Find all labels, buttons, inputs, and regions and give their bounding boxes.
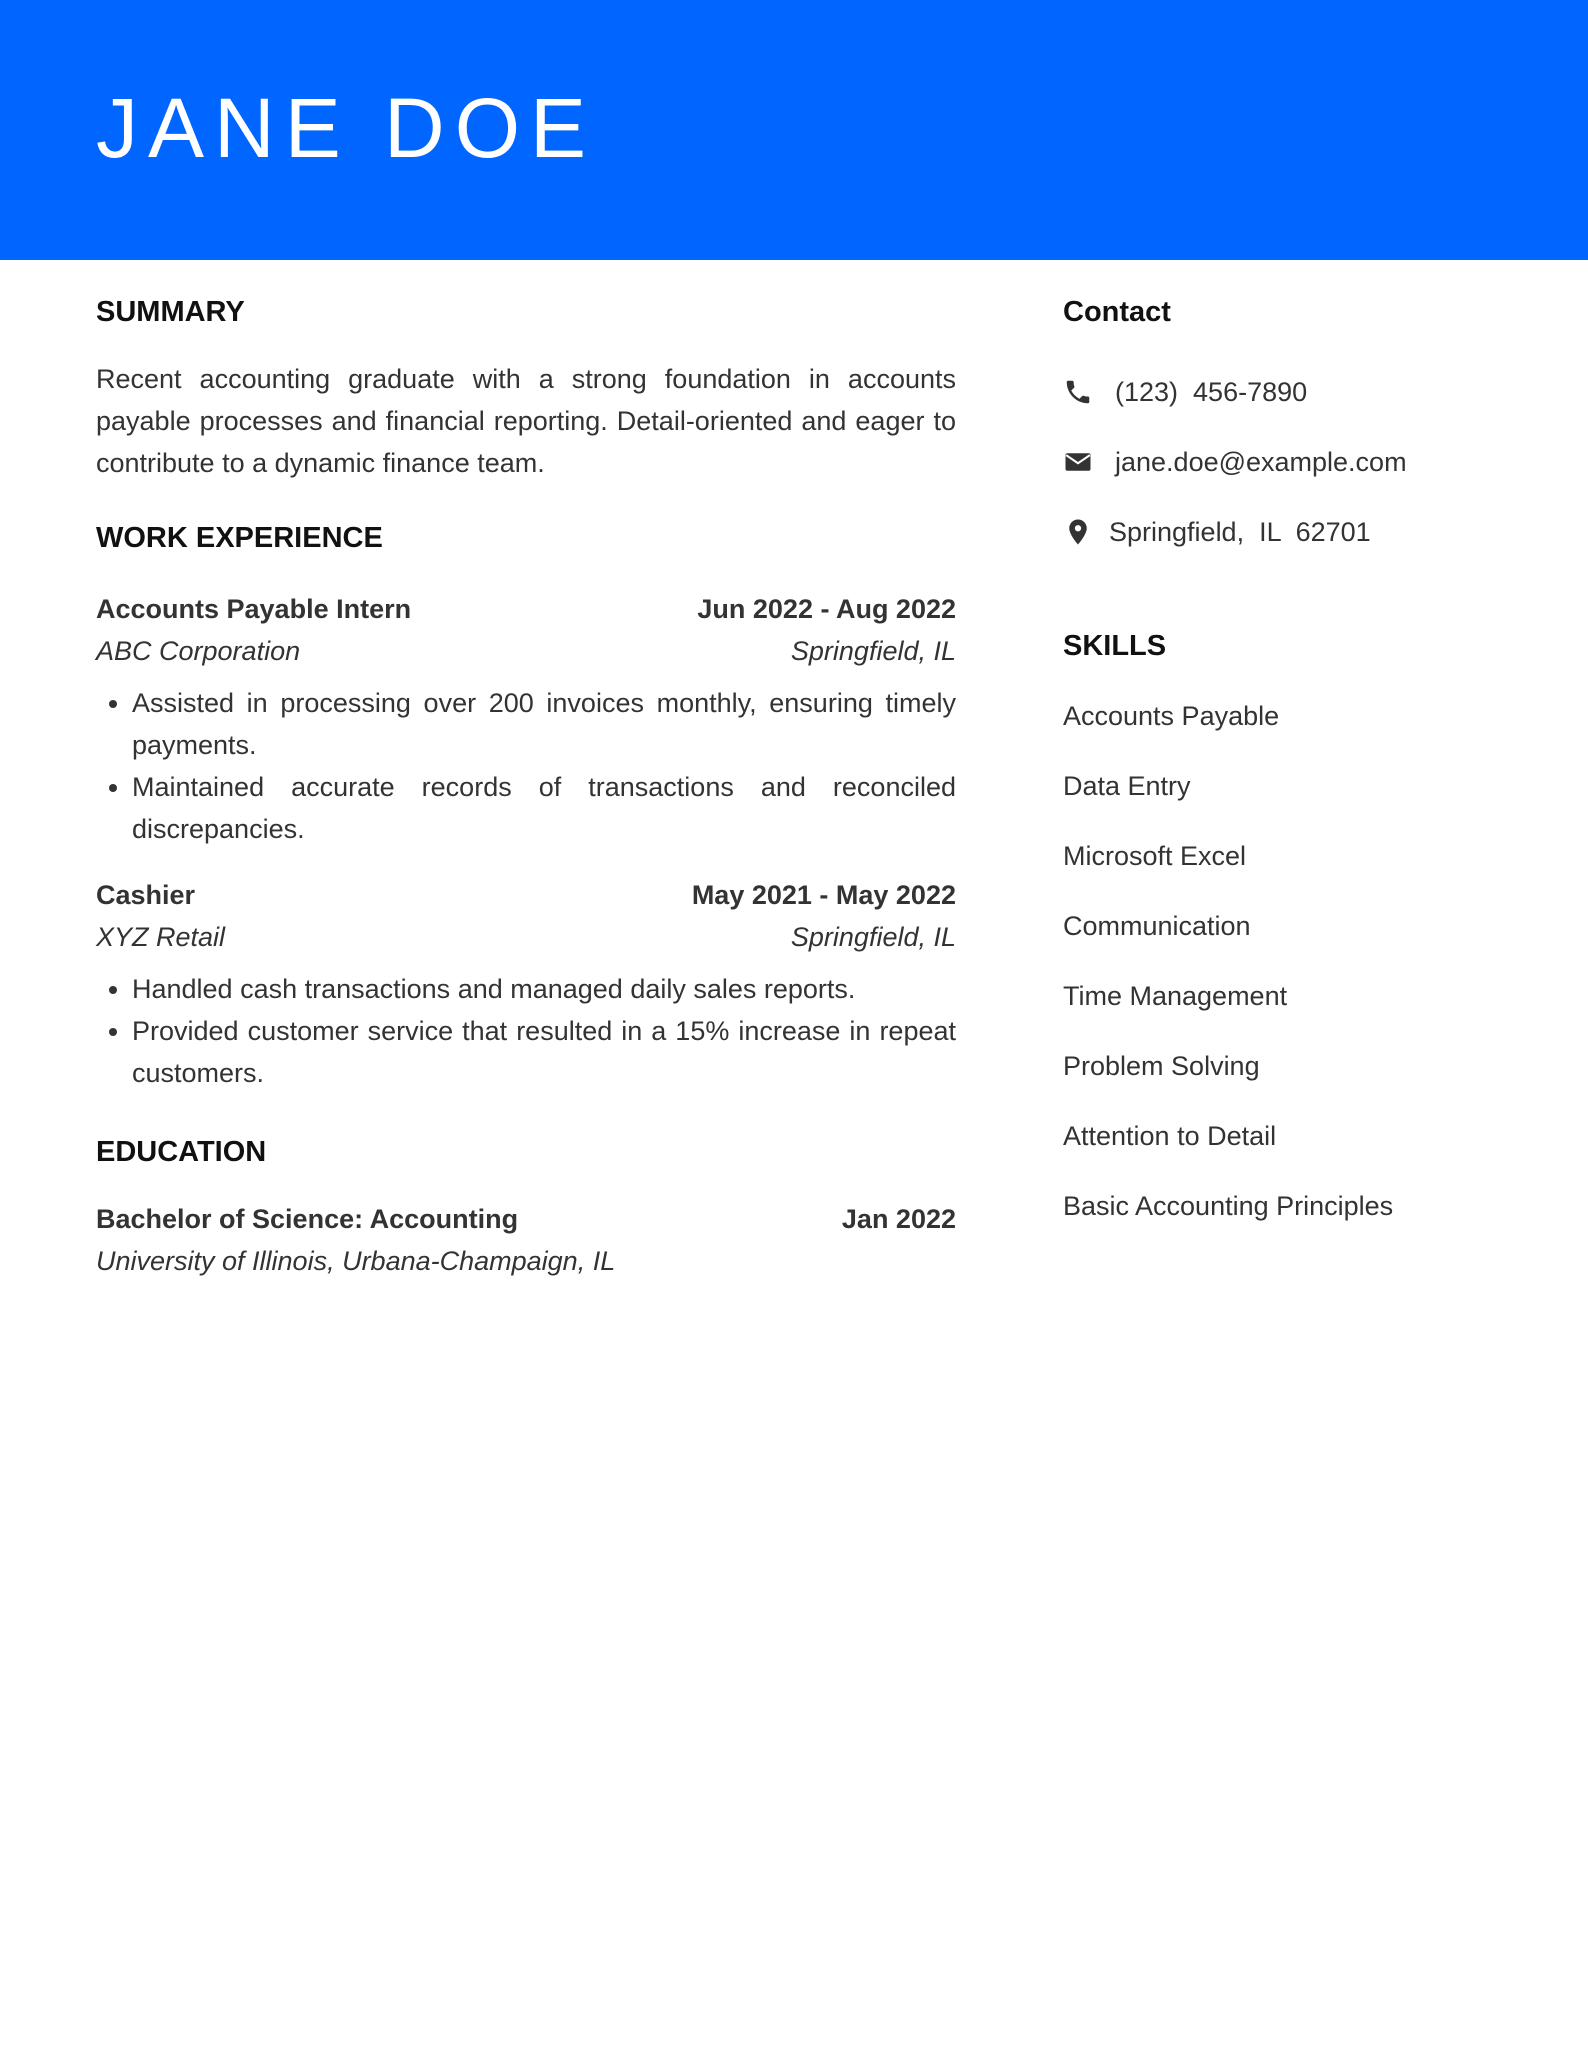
map-pin-icon — [1063, 517, 1093, 547]
contact-title: Contact — [1063, 296, 1171, 328]
skill-item: Problem Solving — [1063, 1051, 1260, 1081]
education-entry — [96, 1198, 956, 1282]
job-role: Cashier — [96, 880, 196, 910]
skills-title: SKILLS — [1063, 630, 1167, 662]
job-bullets — [96, 968, 956, 1094]
job-location: Springfield, IL — [790, 922, 956, 952]
job-bullet: • Handled cash transactions and managed daily sales reports. — [132, 968, 956, 1010]
job-bullet: • Provided customer service that resulted in a 15% increase in repeat customers. — [132, 1010, 956, 1094]
phone-number: (123) 456-7890 — [1115, 377, 1308, 407]
contact-email — [1063, 442, 1523, 482]
envelope-icon — [1063, 447, 1093, 477]
main-column — [96, 292, 956, 1282]
summary-title: SUMMARY — [96, 296, 245, 328]
skill-item: Communication — [1063, 911, 1251, 941]
summary-text: Recent accounting graduate with a strong foundation in accounts payable processes and financial reporting. Detail-oriented and eager to contribute to a dynamic finance team. — [96, 364, 956, 478]
skill-item: Attention to Detail — [1063, 1121, 1277, 1151]
job-location: Springfield, IL — [790, 636, 956, 666]
job-dates: Jun 2022 - Aug 2022 — [697, 594, 956, 624]
job-dates: May 2021 - May 2022 — [691, 880, 956, 910]
job-entry — [96, 588, 956, 850]
work-experience-title: WORK EXPERIENCE — [96, 522, 383, 554]
job-bullet: • Assisted in processing over 200 invoices monthly, ensuring timely payments. — [132, 682, 956, 766]
skills-list — [1063, 696, 1523, 1226]
contact-location — [1063, 512, 1523, 552]
job-bullets — [96, 682, 956, 850]
skill-item: Basic Accounting Principles — [1063, 1191, 1394, 1221]
school: University of Illinois, Urbana-Champaign, IL — [96, 1246, 616, 1276]
graduation-date: Jan 2022 — [841, 1204, 956, 1234]
degree: Bachelor of Science: Accounting — [96, 1204, 519, 1234]
skill-item: Time Management — [1063, 981, 1288, 1011]
job-company: XYZ Retail — [96, 922, 226, 952]
email-address: jane.doe@example.com — [1115, 447, 1407, 477]
job-entry — [96, 874, 956, 1094]
header-banner — [0, 0, 1588, 260]
sidebar-column — [1063, 292, 1523, 1256]
candidate-name: JANE DOE — [96, 81, 597, 175]
location-text: Springfield, IL 62701 — [1109, 517, 1371, 547]
education-title: EDUCATION — [96, 1136, 267, 1168]
skill-item: Accounts Payable — [1063, 701, 1280, 731]
job-bullet: • Maintained accurate records of transactions and reconciled discrepancies. — [132, 766, 956, 850]
skill-item: Microsoft Excel — [1063, 841, 1247, 871]
job-role: Accounts Payable Intern — [96, 594, 412, 624]
phone-icon — [1063, 377, 1093, 407]
job-company: ABC Corporation — [96, 636, 301, 666]
skill-item: Data Entry — [1063, 771, 1191, 801]
contact-phone — [1063, 372, 1523, 412]
